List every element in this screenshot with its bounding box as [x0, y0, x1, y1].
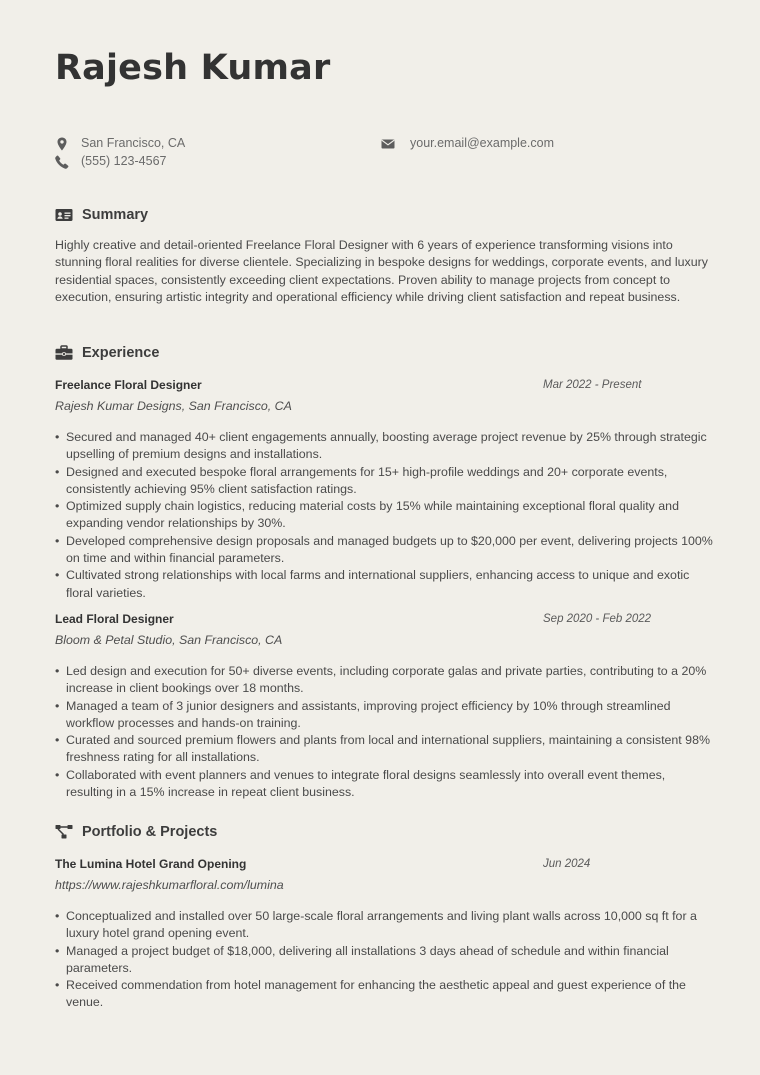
summary-heading-text: Summary: [82, 207, 149, 223]
experience-heading: [55, 344, 159, 362]
job-date: Mar 2022 - Present: [543, 379, 642, 391]
project-bullets: [55, 908, 715, 1012]
job-date: Sep 2020 - Feb 2022: [543, 613, 652, 625]
project-url[interactable]: https://www.rajeshkumarfloral.com/lumina: [55, 878, 284, 892]
project-diagram-icon: [55, 824, 73, 840]
summary-text: Highly creative and detail-oriented Freelance Floral Designer with 6 years of experience transforming visions into stunning floral realities for diverse clientele. Specializing in bespoke designs for weddings, corporate events, and luxury residential spaces, consistently exceeding client expectations. Proven ability to manage projects from concept to execution, ensuring artistic integrity and operational efficiency while driving client satisfaction and repeat business.: [55, 238, 708, 304]
phone-icon: [55, 155, 69, 169]
map-marker-icon: [55, 137, 69, 151]
list-item: • Led design and execution for 50+ diverse events, including corporate galas and private parties, contributing to a 20% increase in client bookings over 18 months.: [55, 663, 715, 698]
list-item: • Designed and executed bespoke floral arrangements for 15+ high-profile weddings and 20+ corporate events, consistently achieving 95% client satisfaction ratings.: [55, 464, 715, 499]
job-bullets: [55, 429, 715, 602]
portfolio-heading-text: Portfolio & Projects: [82, 824, 218, 840]
id-card-icon: [55, 207, 73, 223]
list-item: • Developed comprehensive design proposals and managed budgets up to $20,000 per event, delivering projects 100% on time and within financial parameters.: [55, 533, 715, 568]
list-item: • Received commendation from hotel management for enhancing the aesthetic appeal and guest experience of the venue.: [55, 977, 715, 1012]
list-item: • Optimized supply chain logistics, reducing material costs by 15% while maintaining exceptional floral quality and expanding vendor relationships by 30%.: [55, 498, 715, 533]
list-item: • Conceptualized and installed over 50 large-scale floral arrangements and living plant walls across 10,000 sq ft for a luxury hotel grand opening event.: [55, 908, 715, 943]
job-title: Lead Floral Designer: [55, 612, 174, 626]
contact-location: [55, 135, 185, 152]
portfolio-heading: [55, 823, 217, 841]
list-item: • Cultivated strong relationships with local farms and international suppliers, enhancing access to unique and exotic floral varieties.: [55, 567, 715, 602]
phone-text: (555) 123-4567: [81, 154, 167, 168]
list-item: • Managed a project budget of $18,000, delivering all installations 3 days ahead of schedule and within financial parameters.: [55, 943, 715, 978]
project-date: Jun 2024: [543, 858, 591, 870]
project-title: The Lumina Hotel Grand Opening: [55, 857, 247, 871]
job-bullets: [55, 663, 715, 801]
job-title: Freelance Floral Designer: [55, 378, 202, 392]
list-item: • Secured and managed 40+ client engagements annually, boosting average project revenue by 25% through strategic upselling of premium designs and installations.: [55, 429, 715, 464]
envelope-icon: [381, 137, 395, 151]
briefcase-icon: [55, 345, 73, 361]
summary-heading: [55, 206, 148, 224]
location-text: San Francisco, CA: [81, 136, 186, 150]
list-item: • Collaborated with event planners and venues to integrate floral designs seamlessly into overall event themes, resulting in a 15% increase in repeat client business.: [55, 767, 715, 802]
job-company: Bloom & Petal Studio, San Francisco, CA: [55, 633, 283, 647]
email-text[interactable]: your.email@example.com: [410, 136, 554, 150]
list-item: • Curated and sourced premium flowers and plants from local and international suppliers, maintaining a consistent 98% freshness rating for all installations.: [55, 732, 715, 767]
contact-email: [381, 135, 554, 152]
experience-heading-text: Experience: [82, 345, 160, 361]
job-company: Rajesh Kumar Designs, San Francisco, CA: [55, 399, 292, 413]
contact-phone: [55, 153, 166, 170]
candidate-name: Rajesh Kumar: [55, 48, 331, 88]
list-item: • Managed a team of 3 junior designers and assistants, improving project efficiency by 10% through streamlined workflow processes and hands-on training.: [55, 698, 715, 733]
